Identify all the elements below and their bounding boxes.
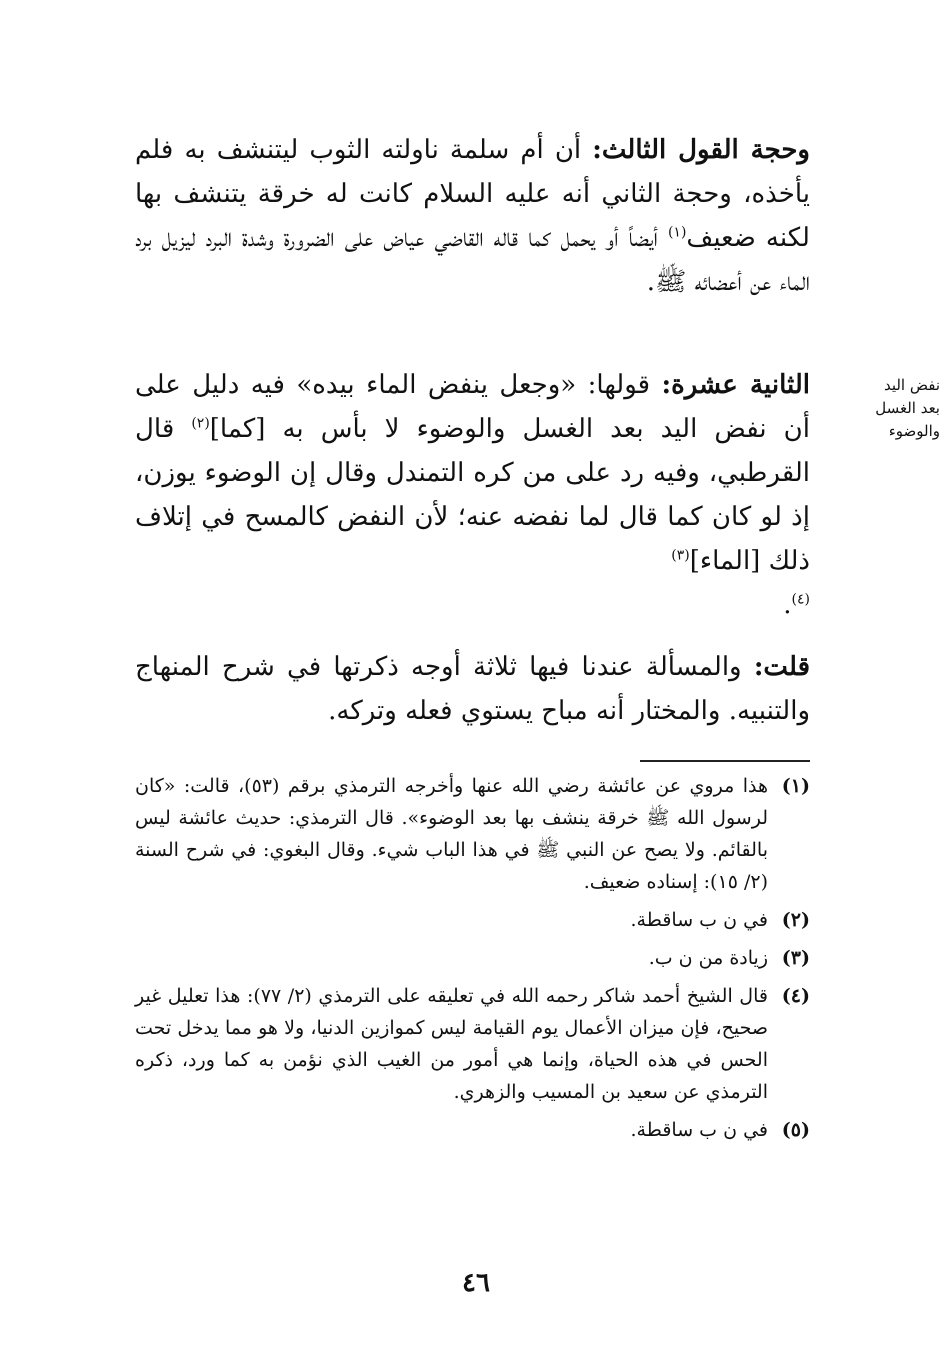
footnote-number: (٥) [781, 1119, 810, 1141]
footnote-number: (٢) [781, 909, 810, 931]
footnote-text: قال الشيخ أحمد شاكر رحمه الله في تعليقه على الترمذي (٢/ ٧٧): هذا تعليل غير صحيح، فإن ميزان الأعمال يوم القيامة ليس كموازين الدنيا، ولا هو مما يدخل تحت الحس في هذه الحياة، وإنما هي أمور من الغيب الذي نؤمن به كما ورد، ذكره الترمذي عن سعيد بن المسيب والزهري. [135, 985, 768, 1103]
footnote-item [135, 980, 810, 1108]
footnote-text: في ن ب ساقطة. [630, 1119, 768, 1141]
paragraph-twelfth-point [135, 363, 810, 627]
footnote-item [135, 770, 810, 898]
paragraph-author-opinion [135, 645, 810, 733]
footnote-item [135, 1114, 810, 1146]
footnote-item [135, 942, 810, 974]
paragraph-lead: وحجة القول الثالث: [592, 135, 810, 165]
footnote-ref-2[interactable]: (٢) [191, 415, 210, 432]
paragraph-text: قولها: «وجعل ينفض الماء بيده» فيه دليل على أن نفض اليد بعد الغسل والوضوء لا بأس به [كما] [135, 370, 810, 444]
footnote-divider [640, 760, 810, 762]
paragraph-text-cont: قال القرطبي، وفيه رد على من كره التمندل وقال إن الوضوء يوزن، إذ لو كان كما قال لما نفضه عنه؛ لأن النفض كالمسح في إتلاف ذلك [الماء] [135, 414, 810, 576]
page-number: ٤٦ [462, 1268, 490, 1298]
footnote-item [135, 904, 810, 936]
footnote-text: هذا مروي عن عائشة رضي الله عنها وأخرجه الترمذي برقم (٥٣)، قالت: «كان لرسول الله ﷺ خرقة ينشف بها بعد الوضوء». قال الترمذي: حديث عائشة ليس بالقائم. ولا يصح عن النبي ﷺ في هذا الباب شيء. وقال البغوي: في شرح السنة (٢/ ١٥): إسناده ضعيف. [135, 775, 768, 893]
footnote-text: في ن ب ساقطة. [630, 909, 768, 931]
margin-heading-line: والوضوء [888, 422, 940, 440]
footnote-ref-4[interactable]: (٤) [791, 591, 810, 608]
margin-heading-line: نفض اليد [883, 376, 940, 394]
footnote-text: زيادة من ن ب. [648, 947, 768, 969]
paragraph-text: والمسألة عندنا فيها ثلاثة أوجه ذكرتها في شرح المنهاج والتنبيه. والمختار أنه مباح يستوي فعله وتركه. [135, 652, 810, 726]
paragraph-end-dot: . [783, 590, 792, 620]
footnote-ref-1[interactable]: (١) [667, 224, 687, 241]
footnote-number: (١) [781, 775, 810, 797]
footnote-ref-3[interactable]: (٣) [671, 547, 690, 564]
margin-heading [822, 374, 940, 443]
paragraph-text: أن أم سلمة ناولته الثوب ليتنشف به فلم يأخذه، وحجة الثاني أنه عليه السلام كانت له خرقة يتنشف بها لكنه ضعيف [135, 135, 810, 253]
footnote-number: (٤) [781, 985, 810, 1007]
margin-heading-line: بعد الغسل [875, 399, 940, 417]
paragraph-lead: الثانية عشرة: [661, 370, 810, 400]
paragraph-lead: قلت: [753, 652, 810, 682]
footnotes-section [135, 770, 810, 1152]
paragraph-third-opinion [135, 128, 810, 304]
footnote-number: (٣) [781, 947, 810, 969]
paragraph-text-cont: أيضاً أو يحمل كما قاله القاضي عياض على الضرورة وشدة البرد ليزيل برد الماء عن أعضائه ﷺ. [135, 223, 810, 297]
